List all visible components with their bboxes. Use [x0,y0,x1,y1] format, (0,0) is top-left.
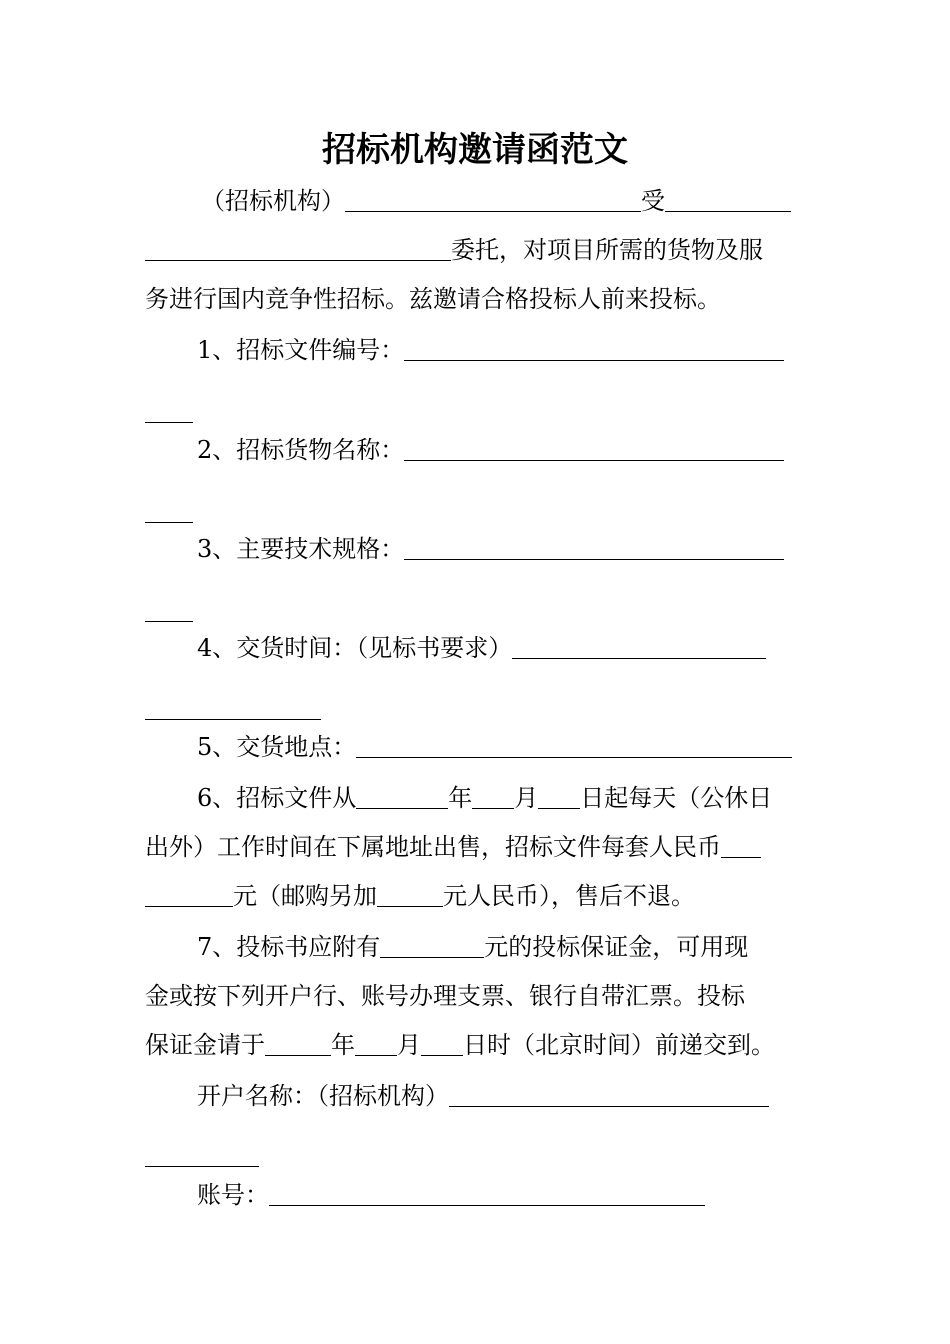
line-text: 1、招标文件编号： [197,336,405,364]
text-line [145,1175,705,1215]
text-line [145,976,745,1016]
fill-in-blank [269,1175,705,1215]
line-text: 出外）工作时间在下属地址出售，招标文件每套人民币 [145,833,721,861]
line-text: 元（邮购另加 [233,882,377,910]
fill-in-blank [404,330,784,370]
fill-in-blank [145,591,193,631]
text-line [145,827,761,867]
fill-in-blank [355,1025,397,1065]
line-text: 元人民币），售后不退。 [443,882,695,910]
line-text: 6、招标文件从 [197,784,357,812]
line-text: 年 [448,784,473,812]
fill-in-blank [145,492,193,532]
line-text: 月 [397,1031,421,1059]
line-text: 年 [331,1031,355,1059]
fill-in-blank [356,727,792,767]
line-text: 3、主要技术规格： [197,535,405,563]
text-line [145,927,748,967]
line-text: 4、交货时间：（见标书要求） [197,634,513,662]
fill-in-blank [145,230,451,270]
fill-in-blank [345,181,641,221]
text-line [145,1076,769,1116]
fill-in-blank [421,1025,463,1065]
fill-in-blank [721,827,761,867]
line-text: 7、投标书应附有 [197,933,381,961]
line-text: 日起每天（公休日 [580,784,773,812]
text-line [145,689,321,729]
line-text: 开户名称：（招标机构） [197,1082,449,1110]
line-text: 保证金请于 [145,1031,265,1059]
line-text: （招标机构） [201,187,345,215]
text-line [145,529,784,569]
text-line [145,430,784,470]
line-text: 月 [514,784,539,812]
text-line [145,727,792,767]
text-line [145,876,695,916]
text-line [145,778,772,818]
fill-in-blank [377,876,443,916]
text-line [145,1136,259,1176]
fill-in-blank [472,778,514,818]
fill-in-blank [449,1076,769,1116]
fill-in-blank [665,181,791,221]
fill-in-blank [512,628,766,668]
text-line [145,181,791,221]
document-title: 招标机构邀请函范文 [322,130,628,170]
fill-in-blank [356,778,448,818]
text-line [145,1025,775,1065]
fill-in-blank [145,876,233,916]
line-text: 日时（北京时间）前递交到。 [463,1031,775,1059]
fill-in-blank [538,778,580,818]
fill-in-blank [145,689,321,729]
text-line [145,279,721,319]
text-line [145,330,784,370]
line-text: 委托，对项目所需的货物及服 [451,236,763,264]
line-text: 账号： [197,1181,269,1209]
text-line [145,628,766,668]
fill-in-blank [404,430,784,470]
text-line [145,492,193,532]
fill-in-blank [145,392,193,432]
line-text: 2、招标货物名称： [197,436,405,464]
line-text: 元的投标保证金，可用现 [484,933,749,961]
fill-in-blank [145,1136,259,1176]
text-line [145,230,763,270]
line-text: 务进行国内竞争性招标。兹邀请合格投标人前来投标。 [145,285,721,313]
fill-in-blank [380,927,484,967]
text-line [145,392,193,432]
text-line [145,591,193,631]
fill-in-blank [404,529,784,569]
fill-in-blank [265,1025,331,1065]
line-text: 5、交货地点： [197,733,357,761]
line-text: 金或按下列开户行、账号办理支票、银行自带汇票。投标 [145,982,745,1010]
line-text: 受 [641,187,665,215]
